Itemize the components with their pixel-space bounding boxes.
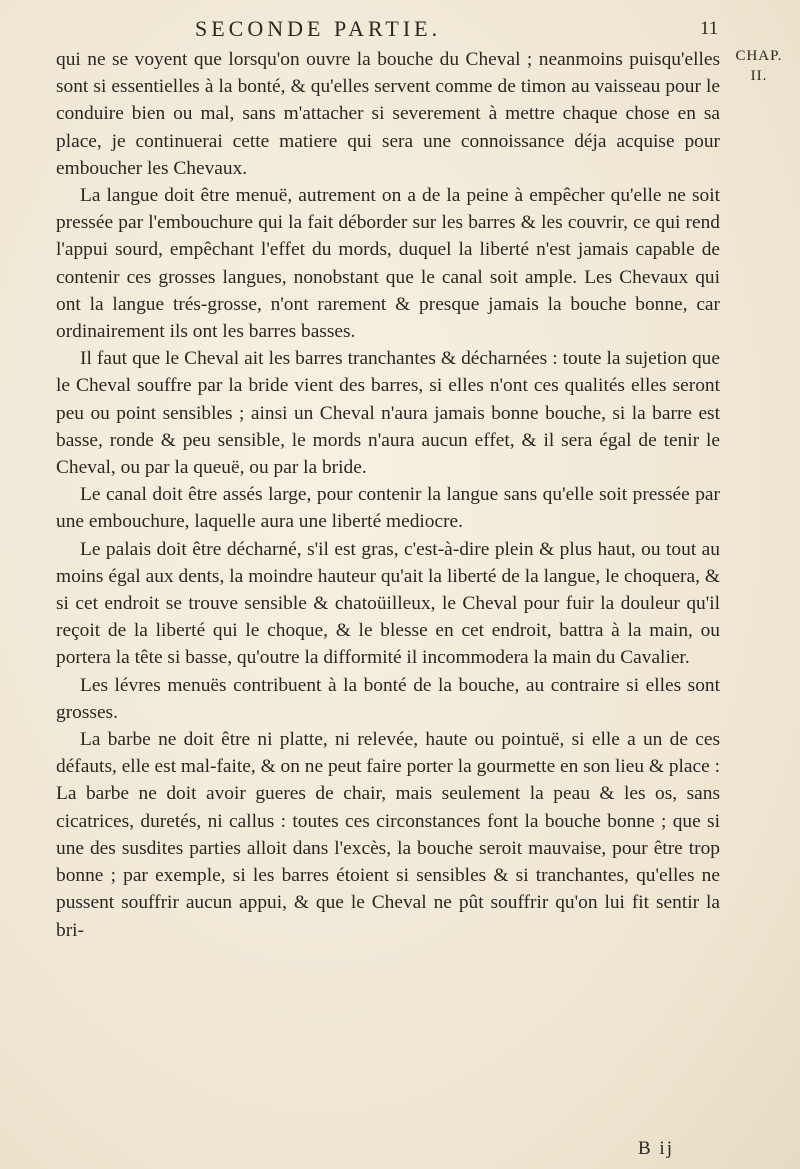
signature-mark: B ij — [638, 1138, 674, 1159]
running-head — [0, 16, 800, 42]
paragraph-barbe: La barbe ne doit être ni platte, ni relevée, haute ou pointuë, si elle a un de ces défauts, elle est mal-faite, & on ne peut faire porter la gourmette en son lieu & place : La barbe ne doit avoir gueres de chair, mais seulement la peau & les os, sans cicatrices, duretés, ni callus : toutes ces circonstances font la bouche bonne ; que si une des susdites parties alloit dans l'excès, la bouche seroit mauvaise, pour être trop bonne ; par exemple, si les barres étoient si sensibles & si tranchantes, qu'elles ne pussent souffrir aucun appui, & que le Cheval ne pût souffrir qu'on lui fit sentir la bri- — [56, 729, 720, 941]
paragraph-langue: La langue doit être menuë, autrement on a de la peine à empêcher qu'elle ne soit pressée par l'embouchure qui la fait déborder sur les barres & les couvrir, ce qui rend l'appui sourd, empêchant l'effet du mords, duquel la liberté n'est jamais capable de contenir ces grosses langues, nonobstant que le canal soit ample. Les Chevaux qui ont la langue trés-grosse, n'ont rarement & presque jamais la bouche bonne, car ordinairement ils ont les barres basses. — [56, 185, 720, 343]
paragraph-levres: Les lévres menuës contribuent à la bonté de la bouche, au contraire si elles sont grosses. — [56, 674, 720, 723]
chapter-marker — [728, 46, 790, 86]
body-text — [56, 46, 720, 944]
page-number: 11 — [700, 18, 719, 39]
paragraph-canal: Le canal doit être assés large, pour contenir la langue sans qu'elle soit pressée par une embouchure, laquelle aura une liberté mediocre. — [56, 484, 720, 533]
paragraph-barres: Il faut que le Cheval ait les barres tranchantes & décharnées : toute la sujetion que le Cheval souffre par la bride vient des barres, si elles n'ont ces qualités elles seront peu ou point sensibles ; ainsi un Cheval n'aura jamais bonne bouche, si la barre est basse, ronde & peu sensible, le mords n'aura aucun effet, & il sera égal de tenir le Cheval, ou par la queuë, ou par la bride. — [56, 348, 720, 479]
paragraph-palais: Le palais doit être décharné, s'il est gras, c'est-à-dire plein & plus haut, ou tout au moins égal aux dents, la moindre hauteur qu'ait la liberté de la langue, le choquera, & si cet endroit se trouve sensible & chatoüilleux, le Cheval pour fuir la douleur qu'il reçoit de la liberté qui le choque, & le blesse en cet endroit, battra à la main, ou portera la tête si basse, qu'outre la difformité il incommodera la main du Cavalier. — [56, 538, 720, 669]
chapter-number: II. — [750, 68, 768, 84]
paragraph-continuation: qui ne se voyent que lorsqu'on ouvre la bouche du Cheval ; neanmoins puisqu'elles sont si essentielles à la bonté, & qu'elles servent comme de timon au vaisseau pour le conduire bien ou mal, sans m'attacher si severement à mettre chaque chose en sa place, je continuerai cette matiere qui sera une connoissance déja acquise pour emboucher les Chevaux. — [56, 49, 720, 179]
running-head-title: SECONDE PARTIE. — [195, 16, 442, 41]
chapter-label: CHAP. — [735, 48, 783, 64]
